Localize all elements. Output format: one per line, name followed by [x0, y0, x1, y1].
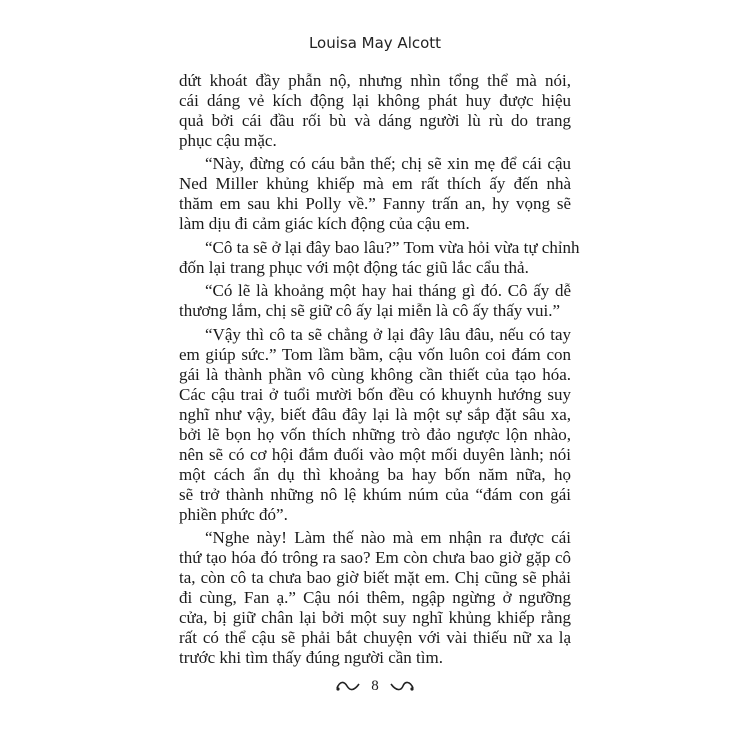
text-line: cái dáng vẻ kích động lại không phát huy được hiệu [179, 91, 571, 110]
text-line: một cách ẩn dụ thì khoảng ba hay bốn năm nữa, họ [179, 464, 571, 484]
text-line: “Cô ta sẽ ở lại đây bao lâu?” Tom vừa hỏi vừa tự chỉnh [205, 237, 580, 257]
text-line: sẽ trở thành những nô lệ khúm núm của “đám con gái [179, 484, 571, 504]
text-line: đốn lại trang phục với một động tác giũ lắc cẩu thả. [179, 257, 529, 277]
text-line: cửa, bị giữ chân lại bởi một suy nghĩ khủng khiếp rằng [179, 607, 571, 627]
text-line: thứ tạo hóa đó trông ra sao? Em còn chưa bao giờ gặp cô [179, 547, 571, 567]
text-line: “Nghe này! Làm thế nào mà em nhận ra được cái [205, 527, 571, 547]
right-swash-ornament-icon [389, 679, 415, 693]
text-line: “Này, đừng có cáu bẳn thế; chị sẽ xin mẹ để cái cậu [205, 154, 571, 174]
text-line: “Vậy thì cô ta sẽ chẳng ở lại đây lâu đâu, nếu có tay [205, 324, 571, 344]
text-line: gái là thành phần vô cùng không cần thiết của tạo hóa. [179, 364, 571, 384]
left-swash-ornament-icon [335, 679, 361, 693]
text-line: đi cùng, Fan ạ.” Cậu nói thêm, ngập ngừng ở ngưỡng [179, 587, 571, 607]
text-line: nghĩ như vậy, biết đâu đây lại là một sự sắp đặt sâu xa, [179, 404, 571, 424]
text-line: làm dịu đi cảm giác kích động của cậu em. [179, 214, 470, 234]
text-line: em giúp sức.” Tom lầm bầm, cậu vốn luôn coi đám con [179, 344, 571, 364]
paragraph [179, 528, 571, 668]
text-line: “Có lẽ là khoảng một hay hai tháng gì đó. Cô ấy dễ [205, 281, 571, 301]
page-number: 8 [371, 678, 379, 694]
text-line: phiền phức đó”. [179, 504, 288, 524]
text-line: nên sẽ có cơ hội đắm đuối vào một mối duyên lành; nói [179, 444, 571, 464]
text-line: dứt khoát đầy phẫn nộ, nhưng nhìn tổng thể mà nói, [179, 71, 571, 90]
paragraph [179, 237, 580, 278]
text-line: trước khi tìm thấy đúng người cần tìm. [179, 647, 443, 667]
text-line: thăm em sau khi Polly về.” Fanny trấn an, hy vọng sẽ [179, 194, 571, 214]
paragraph [179, 154, 571, 234]
text-line: thương lắm, chị sẽ giữ cô ấy lại miễn là cô ấy thấy vui.” [179, 301, 561, 321]
page-body-text [179, 71, 580, 671]
text-line: phục cậu mặc. [179, 131, 277, 150]
text-line: Các cậu trai ở tuổi mười bốn đều có khuynh hướng suy [179, 384, 571, 404]
page-footer [0, 678, 750, 694]
text-line: Ned Miller khủng khiếp mà em rất thích ấy đến nhà [179, 174, 571, 194]
paragraph [179, 71, 571, 151]
paragraph [179, 281, 571, 321]
text-line: ta, còn cô ta chưa bao giờ biết mặt em. Chị cũng sẽ phải [179, 567, 571, 587]
running-header-author: Louisa May Alcott [308, 34, 442, 52]
text-line: bởi lẽ bọn họ vốn thích những trò đảo ngược lộn nhào, [179, 424, 571, 444]
text-line: quả bởi cái đầu rối bù và dáng người lù rù do trang [179, 111, 571, 130]
text-line: rất có thể cậu sẽ phải bắt chuyện với vài thiếu nữ xa lạ [179, 627, 571, 647]
paragraph [179, 325, 571, 525]
